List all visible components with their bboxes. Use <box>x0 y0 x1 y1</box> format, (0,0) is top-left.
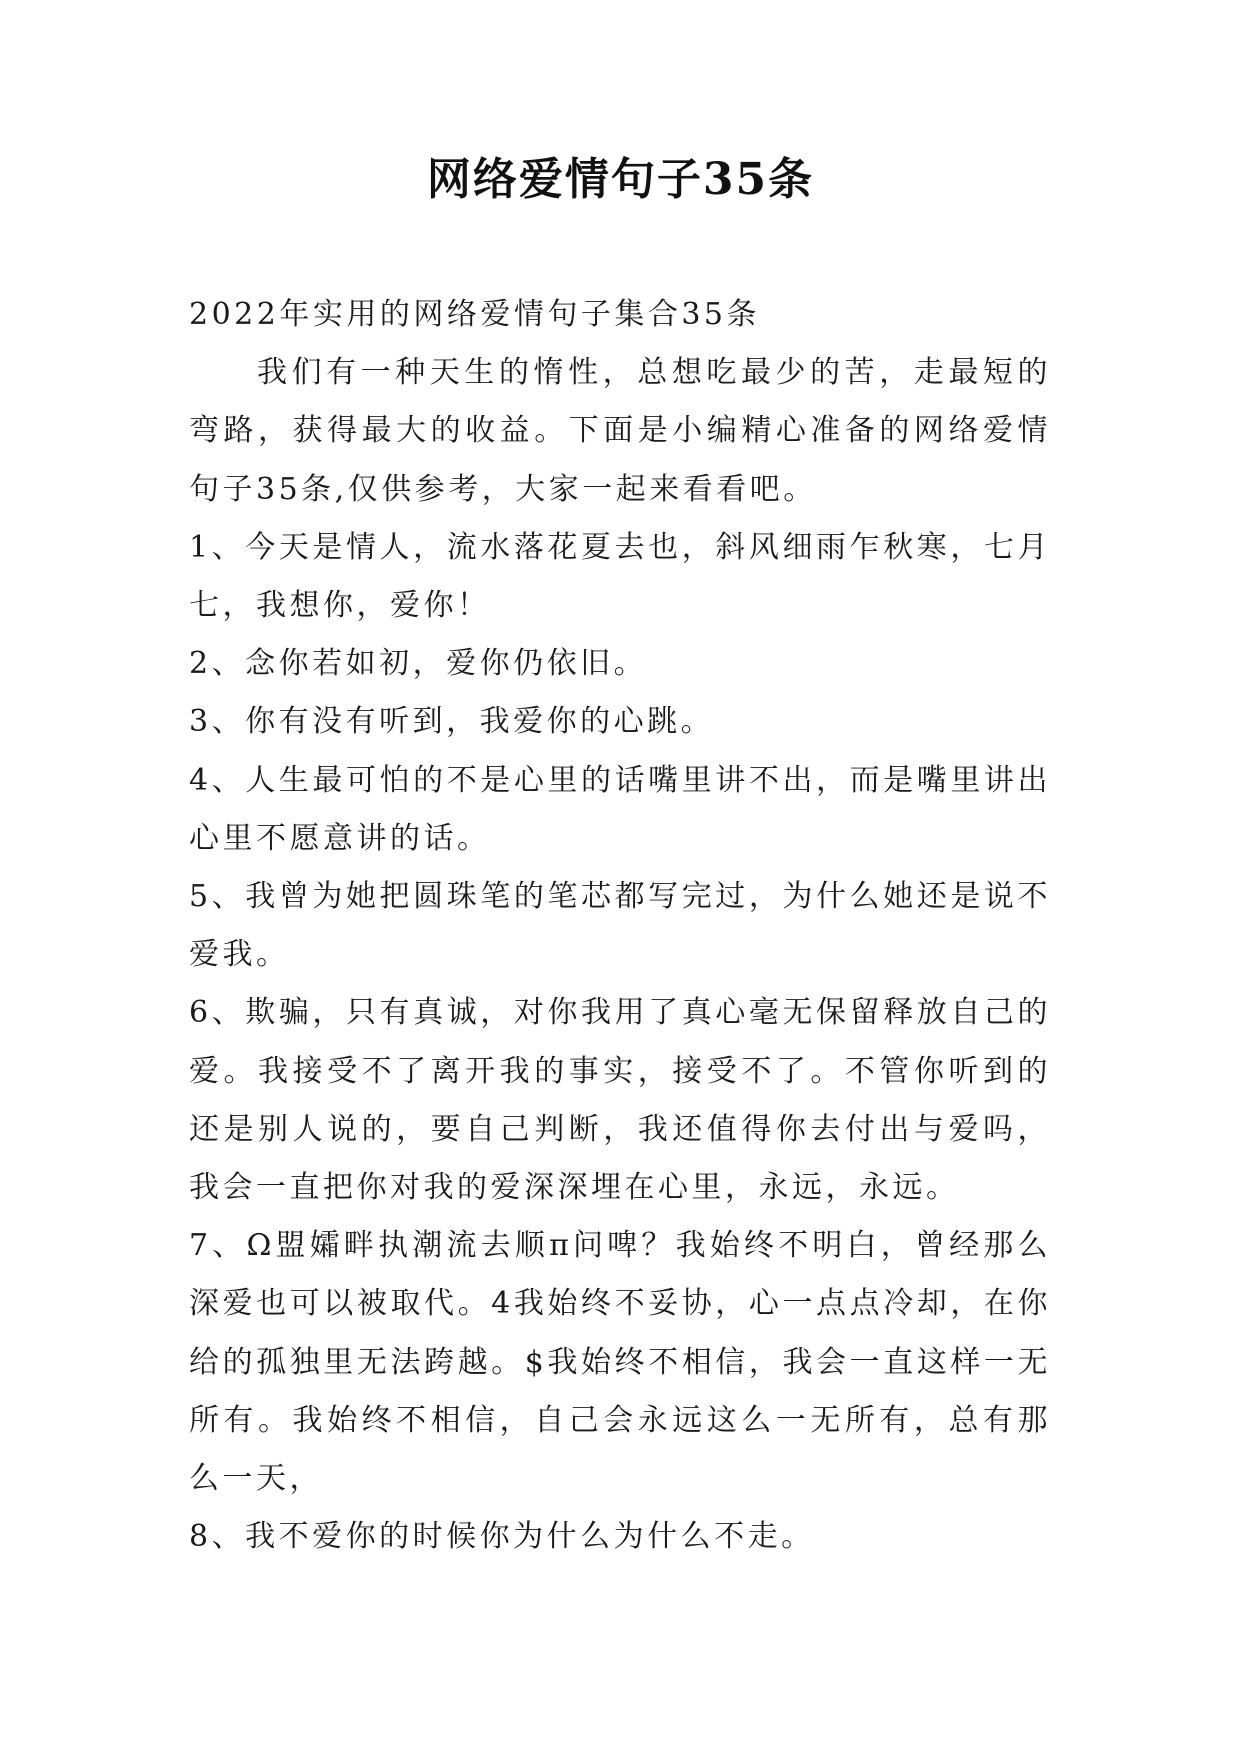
document-body <box>189 286 1051 1566</box>
document-subtitle: 2022年实用的网络爱情句子集合35条 <box>189 297 761 332</box>
list-item: 1、今天是情人，流水落花夏去也，斜风细雨乍秋寒，七月七，我想你，爱你！ <box>189 529 1051 624</box>
intro-paragraph: 我们有一种天生的惰性，总想吃最少的苦，走最短的弯路，获得最大的收益。下面是小编精心准备的网络爱情句子35条,仅供参考，大家一起来看看吧。 <box>189 355 1051 507</box>
list-item: 2、念你若如初，爱你仍依旧。 <box>189 646 648 682</box>
list-item: 5、我曾为她把圆珠笔的笔芯都写完过，为什么她还是说不爱我。 <box>189 879 1051 973</box>
list-item: 7、Ω盟孀畔执潮流去顺π问啤？我始终不明白，曾经那么深爱也可以被取代。4我始终不妥协，心一点点冷却，在你给的孤独里无法跨越。$我始终不相信，我会一直这样一无所有。我始终不相信，自己会永远这么一无所有，总有那么一天， <box>189 1228 1051 1497</box>
list-item: 6、欺骗，只有真诚，对你我用了真心毫无保留释放自己的爱。我接受不了离开我的事实，接受不了。不管你听到的还是别人说的，要自己判断，我还值得你去付出与爱吗，我会一直把你对我的爱深深埋在心里，永远，永远。 <box>189 995 1051 1206</box>
list-item: 8、我不爱你的时候你为什么为什么不走。 <box>189 1519 815 1555</box>
document-title: 网络爱情句子35条 <box>426 154 815 205</box>
list-item: 3、你有没有听到，我爱你的心跳。 <box>189 704 715 740</box>
list-item: 4、人生最可怕的不是心里的话嘴里讲不出，而是嘴里讲出心里不愿意讲的话。 <box>189 762 1051 856</box>
